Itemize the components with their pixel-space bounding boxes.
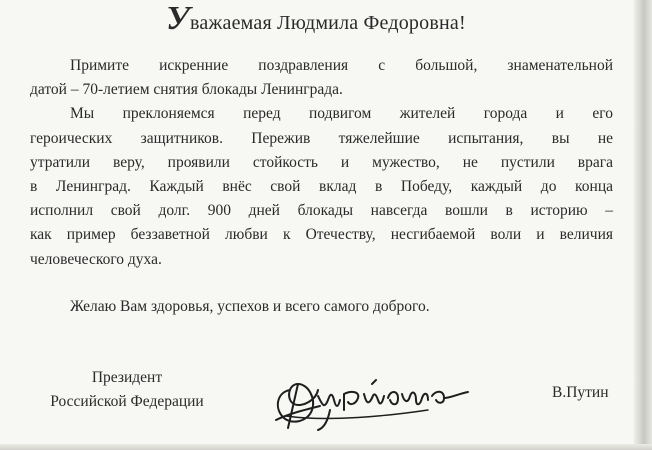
page-bottom-edge	[0, 444, 652, 450]
letter-greeting	[0, 2, 632, 36]
signatory-title	[22, 366, 232, 414]
signatory-name: В.Путин	[552, 384, 609, 401]
handwritten-signature	[268, 370, 478, 432]
greeting-initial: У	[166, 0, 191, 37]
paragraph-2-line: человеческого духа.	[30, 250, 162, 268]
paragraph-2-line: Мы преклоняемся перед подвигом жителей города и его	[70, 105, 613, 123]
letter-body	[30, 54, 613, 272]
paragraph-2-line: как пример беззаветной любви к Отечеству, несгибаемой воли и величия	[30, 226, 613, 244]
paragraph-1-line: Примите искренние поздравления с большой, знаменательной	[70, 57, 613, 74]
signatory-title-line-2: Российской Федерации	[50, 393, 204, 410]
page-edge-shadow	[634, 0, 652, 450]
greeting-text: важаемая Людмила Федоровна!	[190, 12, 466, 34]
paragraph-2-line: исполнил свой долг. 900 дней блокады навсегда вошли в историю –	[30, 202, 613, 220]
letter-closing: Желаю Вам здоровья, успехов и всего самого доброго.	[70, 298, 430, 315]
signatory-title-line-1: Президент	[91, 369, 163, 386]
paragraph-2-line: героических защитников. Пережив тяжелейшие испытания, вы не	[30, 129, 613, 147]
paragraph-2-line: в Ленинград. Каждый внёс свой вклад в Победу, каждый до конца	[30, 178, 613, 196]
paragraph-1-line: датой – 70-летием снятия блокады Ленинграда.	[30, 81, 343, 99]
paragraph-2-line: утратили веру, проявили стойкость и мужество, не пустили врага	[30, 153, 613, 171]
